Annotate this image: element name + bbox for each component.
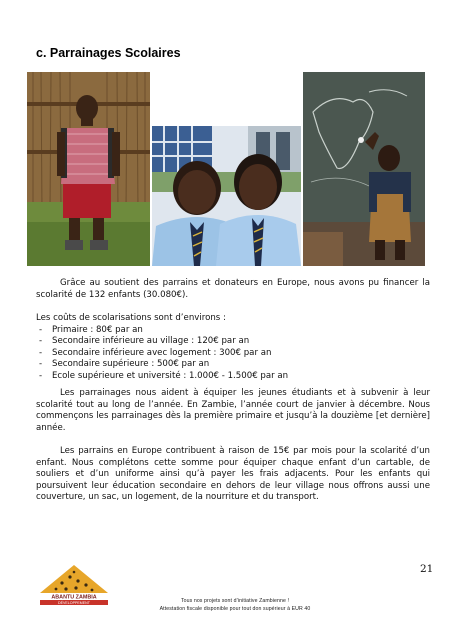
costs-block [36,313,430,383]
paragraph-funding-text: Grâce au soutient des parrains et donateurs en Europe, nous avons pu financer la scolarité de 132 enfants (30.080€). [36,278,430,300]
logo-name: ABANTU ZAMBIA [51,594,97,601]
cost-item-university: - Ecole supérieure et université : 1.000€ - 1.500€ par an [36,371,430,383]
footer-line-2: Attestation fiscale disponible pour tout don supérieur à EUR 40 [159,606,311,612]
section-title: c. Parrainages Scolaires [36,46,181,60]
cost-item-primary: - Primaire : 80€ par an [36,325,430,337]
abantu-zambia-logo [36,563,112,607]
costs-intro: Les coûts de scolarisations sont d’environs : [36,313,226,323]
costs-list [36,325,430,383]
paragraph-contribution [36,446,430,504]
cost-item-secondary-village: - Secondaire inférieure au village : 120€ par an [36,336,430,348]
paragraph-funding [36,278,430,301]
paragraph-contribution-text: Les parrains en Europe contribuent à raison de 15€ par mois pour la scolarité d’un enfant. Nous complétons cette somme pour équiper chaque enfant d’un cartable, de souliers et d’un uniforme ainsi qu’à payer les frais adjacents. Pour les enfants qui poursuivent leur éducation secondaire en dehors de leur village nous offrons aussi une couverture, un sac, un logement, de la nourriture et du transport. [36,446,430,503]
photo-boy-with-backpack [27,72,150,266]
footer-line-1: Tous nos projets sont d’initiative Zambienne ! [180,598,290,604]
logo-subtitle: DÉVELOPPEMENT [58,601,90,605]
paragraph-sponsorship [36,388,430,434]
cost-item-secondary-upper: - Secondaire supérieure : 500€ par an [36,359,430,371]
page-number: 21 [420,563,434,575]
photo-two-schoolgirls [152,126,301,266]
cost-item-secondary-lodging: - Secondaire inférieure avec logement : 300€ par an [36,348,430,360]
photo-boy-at-chalkboard [303,72,425,266]
paragraph-sponsorship-text: Les parrainages nous aident à équiper les jeunes étudiants et à subvenir à leur scolarité tout au long de l’année. En Zambie, l’année court de janvier à décembre. Nous commençons les parrainages dès la première primaire et jusqu’à la douzième [et dernière] année. [36,388,430,433]
